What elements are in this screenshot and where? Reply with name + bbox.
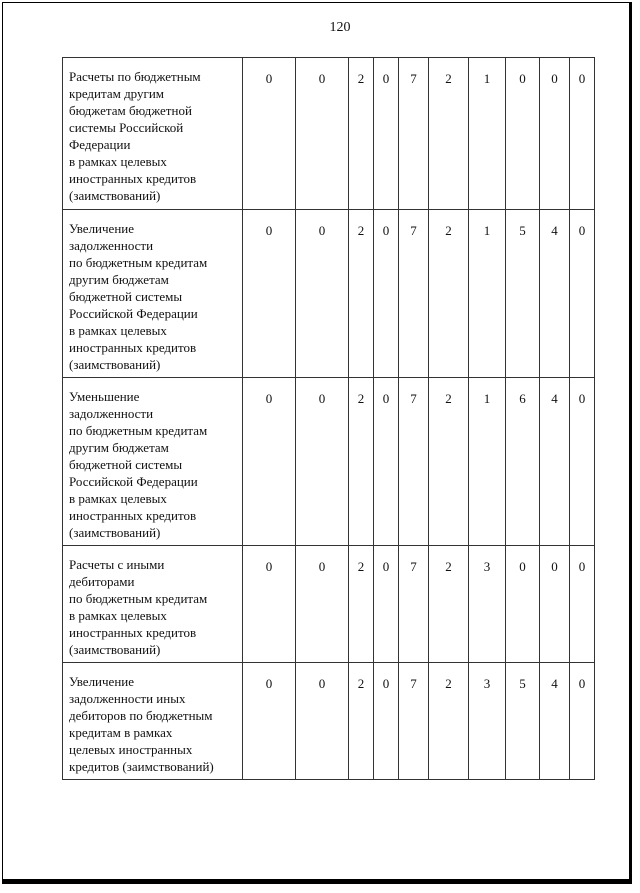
code-digit: 2 (429, 546, 469, 663)
label-line: Увеличение (69, 221, 135, 236)
label-line: задолженности (69, 238, 154, 253)
code-digit: 0 (374, 210, 399, 378)
label-line: иностранных кредитов (69, 508, 197, 523)
label-line: иностранных кредитов (69, 340, 197, 355)
label-line: по бюджетным кредитам (69, 423, 208, 438)
code-digit: 2 (349, 663, 374, 780)
label-line: (заимствований) (69, 525, 161, 540)
label-line: Российской Федерации (69, 474, 198, 489)
table-row (63, 378, 595, 546)
label-line: другим бюджетам (69, 440, 169, 455)
label-line: бюджетам бюджетной (69, 103, 192, 118)
code-digit: 4 (540, 663, 570, 780)
code-digit: 0 (374, 58, 399, 210)
code-digit: 4 (540, 378, 570, 546)
code-digit: 2 (349, 210, 374, 378)
row-label (63, 546, 243, 663)
code-digit: 2 (429, 58, 469, 210)
code-digit: 2 (349, 378, 374, 546)
row-label (63, 378, 243, 546)
code-digit: 0 (243, 210, 296, 378)
code-digit: 7 (399, 378, 429, 546)
label-line: иностранных кредитов (69, 625, 197, 640)
code-digit: 7 (399, 663, 429, 780)
label-line: кредитам в рамках (69, 725, 173, 740)
code-digit: 7 (399, 58, 429, 210)
code-digit: 2 (429, 663, 469, 780)
code-digit: 1 (469, 58, 506, 210)
label-line: в рамках целевых (69, 323, 167, 338)
table-row (63, 546, 595, 663)
code-digit: 0 (243, 58, 296, 210)
code-digit: 0 (296, 210, 349, 378)
label-line: по бюджетным кредитам (69, 255, 208, 270)
label-line: Российской Федерации (69, 306, 198, 321)
code-digit: 2 (349, 546, 374, 663)
code-digit: 3 (469, 546, 506, 663)
label-line: по бюджетным кредитам (69, 591, 208, 606)
label-line: бюджетной системы (69, 457, 183, 472)
code-digit: 2 (429, 210, 469, 378)
code-digit: 3 (469, 663, 506, 780)
label-line: (заимствований) (69, 357, 161, 372)
code-digit: 0 (570, 546, 595, 663)
label-line: системы Российской (69, 120, 184, 135)
label-line: (заимствований) (69, 188, 161, 203)
label-line: целевых иностранных (69, 742, 193, 757)
code-digit: 5 (506, 210, 540, 378)
code-digit: 0 (374, 663, 399, 780)
code-digit: 2 (349, 58, 374, 210)
row-label (63, 210, 243, 378)
table-row (63, 663, 595, 780)
code-digit: 2 (429, 378, 469, 546)
table-row (63, 58, 595, 210)
code-digit: 0 (570, 378, 595, 546)
code-digit: 0 (540, 58, 570, 210)
label-line: бюджетной системы (69, 289, 183, 304)
row-label (63, 663, 243, 780)
code-digit: 0 (243, 546, 296, 663)
code-digit: 5 (506, 663, 540, 780)
label-line: задолженности (69, 406, 154, 421)
code-digit: 0 (570, 663, 595, 780)
table-body (63, 58, 595, 780)
label-line: в рамках целевых (69, 608, 167, 623)
label-line: Уменьшение (69, 389, 140, 404)
code-digit: 0 (243, 663, 296, 780)
page-number: 120 (329, 20, 351, 35)
label-line: кредитам другим (69, 86, 165, 101)
label-line: Увеличение (69, 674, 135, 689)
label-line: в рамках целевых (69, 154, 167, 169)
code-digit: 1 (469, 378, 506, 546)
code-digit: 0 (296, 58, 349, 210)
label-line: Расчеты с иными (69, 557, 165, 572)
code-digit: 0 (374, 546, 399, 663)
label-line: в рамках целевых (69, 491, 167, 506)
label-line: задолженности иных (69, 691, 186, 706)
code-digit: 1 (469, 210, 506, 378)
table-row (63, 210, 595, 378)
label-line: иностранных кредитов (69, 171, 197, 186)
code-digit: 7 (399, 546, 429, 663)
code-digit: 0 (296, 378, 349, 546)
code-digit: 0 (296, 546, 349, 663)
code-digit: 7 (399, 210, 429, 378)
budget-classification-table (62, 57, 595, 780)
code-digit: 0 (296, 663, 349, 780)
label-line: кредитов (заимствований) (69, 759, 214, 774)
label-line: (заимствований) (69, 642, 161, 657)
code-digit: 6 (506, 378, 540, 546)
label-line: дебиторов по бюджетным (69, 708, 213, 723)
row-label (63, 58, 243, 210)
code-digit: 0 (570, 210, 595, 378)
code-digit: 0 (540, 546, 570, 663)
label-line: Федерации (69, 137, 131, 152)
code-digit: 0 (374, 378, 399, 546)
code-digit: 0 (570, 58, 595, 210)
label-line: дебиторами (69, 574, 135, 589)
code-digit: 0 (506, 58, 540, 210)
code-digit: 0 (243, 378, 296, 546)
label-line: Расчеты по бюджетным (69, 69, 201, 84)
label-line: другим бюджетам (69, 272, 169, 287)
code-digit: 0 (506, 546, 540, 663)
code-digit: 4 (540, 210, 570, 378)
